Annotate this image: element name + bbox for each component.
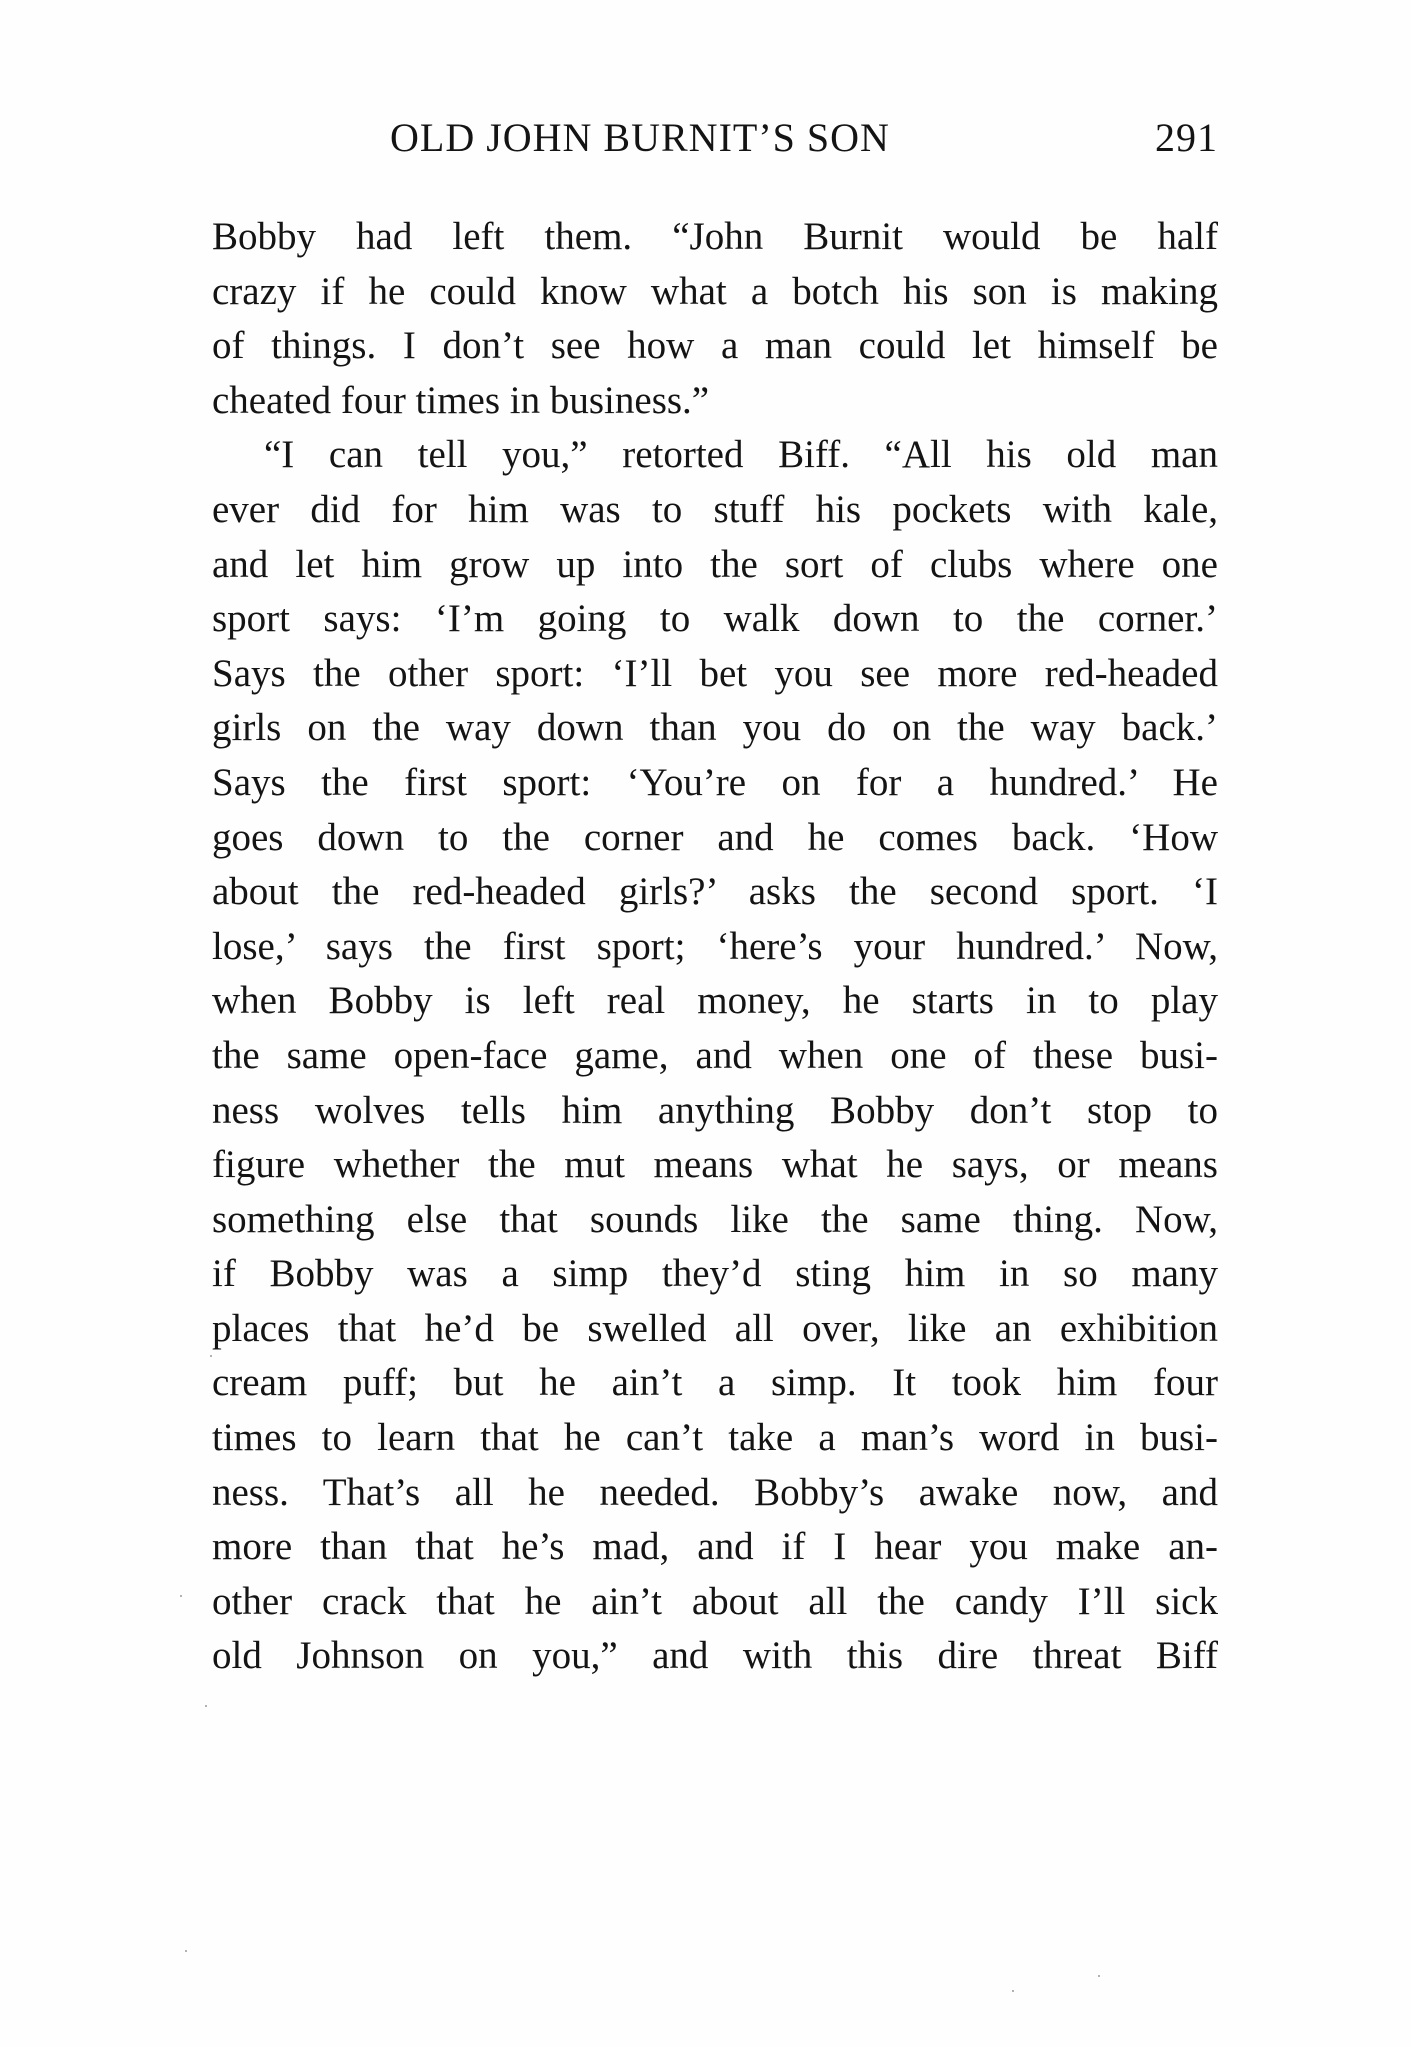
page-number: 291 <box>1155 115 1218 160</box>
text-line: something else that sounds like the same thing. Now, <box>212 1197 1218 1241</box>
text-line: cheated four times in business.” <box>212 378 710 422</box>
text-line: when Bobby is left real money, he starts in to play <box>212 979 1218 1023</box>
text-line: places that he’d be swelled all over, like an exhibition <box>212 1306 1218 1350</box>
paper-speck <box>205 1705 207 1707</box>
paper-speck <box>180 1595 182 1597</box>
text-line: times to learn that he can’t take a man’s word in busi- <box>212 1416 1218 1460</box>
text-line: about the red-headed girls?’ asks the second sport. ‘I <box>212 870 1218 914</box>
text-line: if Bobby was a simp they’d sting him in so many <box>212 1252 1218 1296</box>
paragraph <box>212 210 1218 428</box>
paragraph <box>212 428 1218 1684</box>
text-line: of things. I don’t see how a man could let himself be <box>212 324 1218 368</box>
text-line: other crack that he ain’t about all the candy I’ll sick <box>212 1579 1218 1623</box>
paper-speck <box>1098 1975 1100 1977</box>
text-line: figure whether the mut means what he says, or means <box>212 1143 1218 1187</box>
text-line: old Johnson on you,” and with this dire threat Biff <box>212 1634 1218 1678</box>
text-line: cream puff; but he ain’t a simp. It took him four <box>212 1361 1218 1405</box>
page-header <box>212 108 1218 168</box>
text-line: and let him grow up into the sort of clubs where one <box>212 542 1218 586</box>
text-line: crazy if he could know what a botch his son is making <box>212 269 1218 313</box>
text-line: ever did for him was to stuff his pockets with kale, <box>212 487 1218 531</box>
paper-speck <box>1012 1990 1014 1992</box>
paper-speck <box>185 1950 187 1952</box>
text-line: sport says: ‘I’m going to walk down to the corner.’ <box>212 597 1218 641</box>
text-line: lose,’ says the first sport; ‘here’s your hundred.’ Now, <box>212 924 1218 968</box>
text-line: ness wolves tells him anything Bobby don’t stop to <box>212 1088 1218 1132</box>
paper-speck <box>210 1355 212 1357</box>
text-line: ness. That’s all he needed. Bobby’s awake now, and <box>212 1470 1218 1514</box>
body-text <box>212 210 1218 1684</box>
text-line: “I can tell you,” retorted Biff. “All his old man <box>264 433 1218 477</box>
text-line: more than that he’s mad, and if I hear you make an- <box>212 1525 1218 1569</box>
text-line: the same open-face game, and when one of these busi- <box>212 1033 1218 1077</box>
text-line: Says the other sport: ‘I’ll bet you see more red-headed <box>212 651 1218 695</box>
text-line: goes down to the corner and he comes back. ‘How <box>212 815 1218 859</box>
running-title: OLD JOHN BURNIT’S SON <box>390 115 890 160</box>
text-line: girls on the way down than you do on the way back.’ <box>212 706 1218 750</box>
text-line: Says the first sport: ‘You’re on for a hundred.’ He <box>212 760 1218 804</box>
text-line: Bobby had left them. “John Burnit would be half <box>212 215 1218 258</box>
